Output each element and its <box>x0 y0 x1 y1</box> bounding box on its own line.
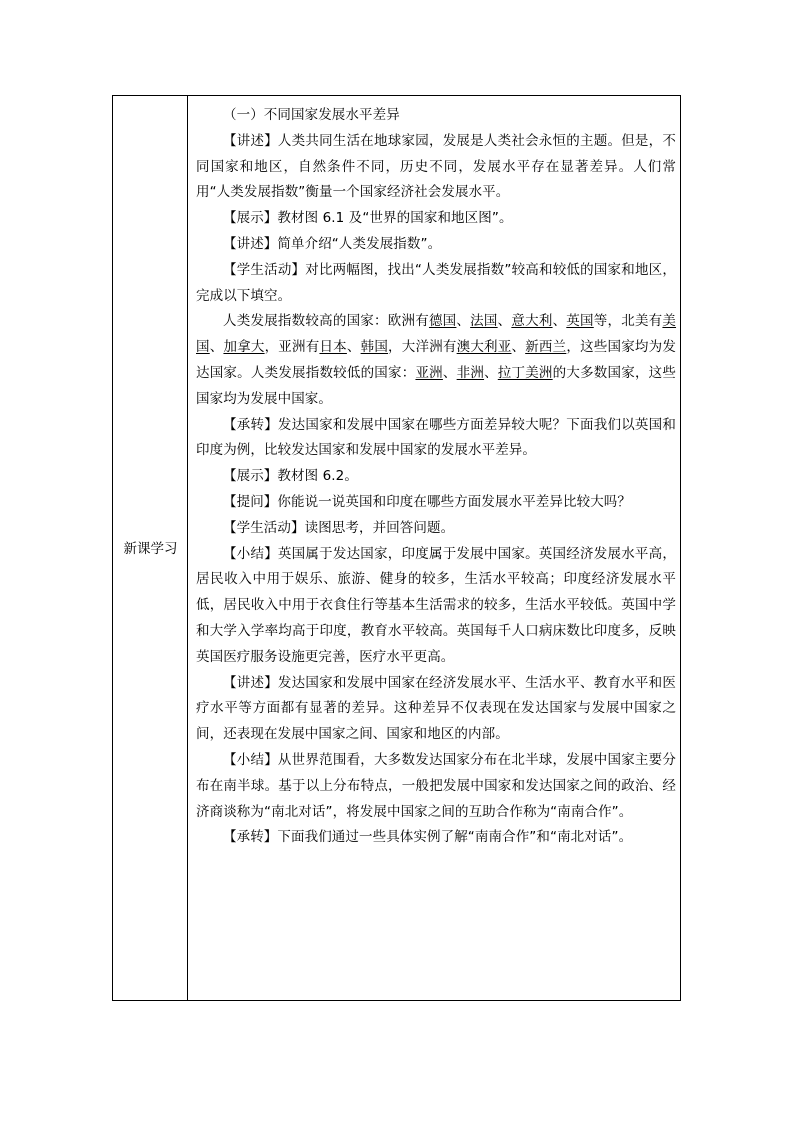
answer-australia: 澳大利亚 <box>456 339 512 356</box>
content-cell <box>189 96 680 1000</box>
answer-uk: 英国 <box>566 313 594 330</box>
paragraph-activity-2: 【学生活动】读图思考，并回答问题。 <box>223 519 455 536</box>
answer-africa: 非洲 <box>456 364 485 381</box>
lesson-content <box>196 103 676 851</box>
paragraph-lecture-1: 【讲述】人类共同生活在地球家园，发展是人类社会永恒的主题。但是，不同国家和地区，自然条件不同，历史不同，发展水平存在显著差异。人们常用“人类发展指数”衡量一个国家经济社会发展水平。 <box>196 132 676 201</box>
paragraph-fill-in: 人类发展指数较高的国家：欧洲有德国、法国、意大利、英国等，北美有美国、加拿大，亚洲有日本、韩国，大洋洲有澳大利亚、新西兰，这些国家均为发达国家。人类发展指数较低的国家：亚洲、非洲、拉丁美洲的大多数国家，这些国家均为发展中国家。 <box>196 313 677 407</box>
paragraph-summary-1: 【小结】英国属于发达国家，印度属于发展中国家。英国经济发展水平高，居民收入中用于娱乐、旅游、健身的较多，生活水平较高；印度经济发展水平低，居民收入中用于衣食住行等基本生活需求的较多，生活水平较低。英国中学和大学入学率均高于印度，教育水平较高。英国每千人口病床数比印度多，反映英国医疗服务设施更完善，医疗水平更高。 <box>196 545 676 665</box>
paragraph-display-1: 【展示】教材图 6.1 及“世界的国家和地区图”。 <box>223 210 513 227</box>
answer-germany: 德国 <box>428 313 457 330</box>
answer-latin-america: 拉丁美洲 <box>497 364 553 381</box>
paragraph-transition-2: 【承转】下面我们通过一些具体实例了解“南南合作”和“南北对话”。 <box>223 829 633 846</box>
paragraph-activity-1: 【学生活动】对比两幅图，找出“人类发展指数”较高和较低的国家和地区，完成以下填空。 <box>196 261 676 304</box>
lesson-table <box>112 95 681 1001</box>
section-heading: （一）不同国家发展水平差异 <box>223 107 400 123</box>
answer-france: 法国 <box>470 313 498 330</box>
answer-korea: 韩国 <box>360 339 389 356</box>
paragraph-summary-2: 【小结】从世界范围看，大多数发达国家分布在北半球，发展中国家主要分布在南半球。基于以上分布特点，一般把发展中国家和发达国家之间的政治、经济商谈称为“南北对话”，将发展中国家之间的互助合作称为“南南合作”。 <box>196 751 676 820</box>
section-label: 新课学习 <box>123 541 178 557</box>
answer-usa: 美国 <box>196 313 677 356</box>
answer-italy: 意大利 <box>511 313 553 330</box>
answer-japan: 日本 <box>319 339 347 356</box>
paragraph-question: 【提问】你能说一说英国和印度在哪些方面发展水平差异比较大吗？ <box>223 493 631 510</box>
answer-canada: 加拿大 <box>223 339 265 356</box>
section-cell <box>113 96 188 1000</box>
paragraph-lecture-2: 【讲述】简单介绍“人类发展指数”。 <box>223 235 442 252</box>
paragraph-lecture-3: 【讲述】发达国家和发展中国家在经济发展水平、生活水平、教育水平和医疗水平等方面都有显著的差异。这种差异不仅表现在发达国家与发展中国家之间，还表现在发展中国家之间、国家和地区的内部。 <box>196 674 676 743</box>
paragraph-display-2: 【展示】教材图 6.2。 <box>223 468 358 485</box>
paragraph-transition-1: 【承转】发达国家和发展中国家在哪些方面差异较大呢？下面我们以英国和印度为例，比较发达国家和发展中国家的发展水平差异。 <box>196 416 676 459</box>
answer-asia: 亚洲 <box>415 364 443 381</box>
answer-new-zealand: 新西兰 <box>525 339 567 356</box>
